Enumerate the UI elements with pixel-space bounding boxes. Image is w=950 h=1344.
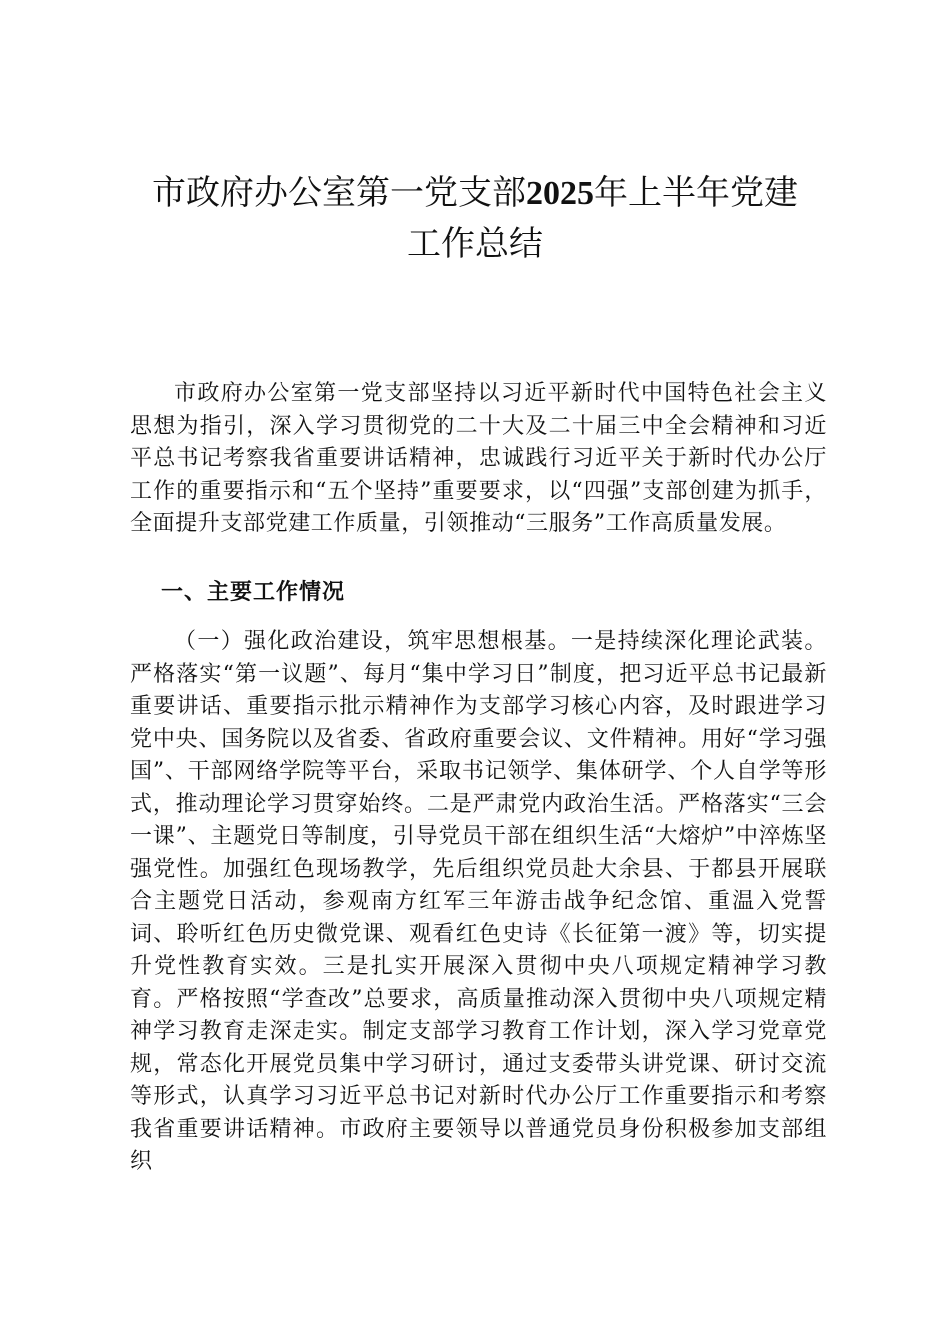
title-part-2: 年上半年党建 [594, 173, 798, 213]
title-line-2: 工作总结 [407, 224, 543, 264]
document-title [120, 168, 830, 269]
intro-paragraph: 市政府办公室第一党支部坚持以习近平新时代中国特色社会主义思想为指引，深入学习贯彻党的二十大及二十届三中全会精神和习近平总书记考察我省重要讲话精神，忠诚践行习近平关于新时代办公厅工作的重要指示和“五个坚持”重要要求，以“四强”支部创建为抓手，全面提升支部党建工作质量，引领推动“三服务”工作高质量发展。 [130, 381, 827, 536]
title-part-1: 市政府办公室第一党支部 [152, 173, 526, 213]
title-year: 2025 [526, 175, 594, 212]
title-line-1 [120, 168, 830, 219]
section-heading-1: 一、主要工作情况 [161, 580, 346, 605]
section-1-paragraph-1: （一）强化政治建设，筑牢思想根基。一是持续深化理论武装。严格落实“第一议题”、每月“集中学习日”制度，把习近平总书记最新重要讲话、重要指示批示精神作为支部学习核心内容，及时跟进学习党中央、国务院以及省委、省政府重要会议、文件精神。用好“学习强国”、干部网络学院等平台，采取书记领学、集体研学、个人自学等形式，推动理论学习贯穿始终。二是严肃党内政治生活。严格落实“三会一课”、主题党日等制度，引导党员干部在组织生活“大熔炉”中淬炼坚强党性。加强红色现场教学，先后组织党员赴大余县、于都县开展联合主题党日活动，参观南方红军三年游击战争纪念馆、重温入党誓词、聆听红色历史微党课、观看红色史诗《长征第一渡》等，切实提升党性教育实效。三是扎实开展深入贯彻中央八项规定精神学习教育。严格按照“学查改”总要求，高质量推动深入贯彻中央八项规定精神学习教育走深走实。制定支部学习教育工作计划，深入学习党章党规，常态化开展党员集中学习研讨，通过支委带头讲党课、研讨交流等形式，认真学习习近平总书记对新时代办公厅工作重要指示和考察我省重要讲话精神。市政府主要领导以普通党员身份积极参加支部组织 [130, 629, 827, 1174]
